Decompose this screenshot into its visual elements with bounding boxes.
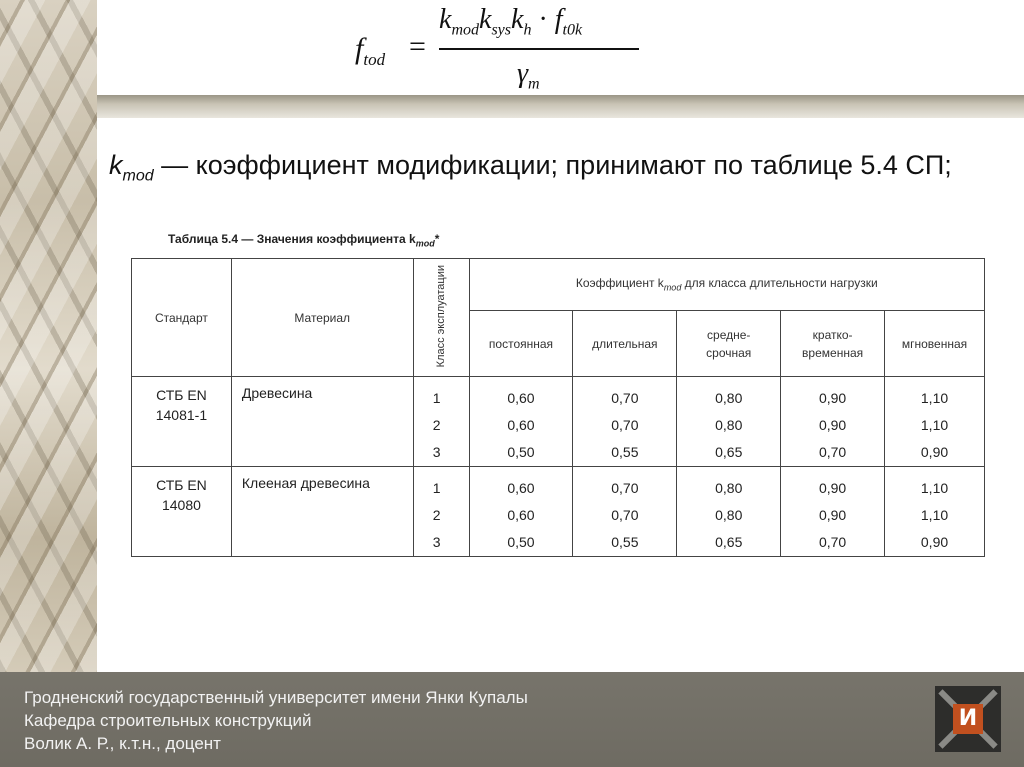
header-duration: средне- срочная [677,311,781,377]
formula-denominator: $\gamma_m$ [517,58,540,93]
cell-value: 1,10 1,10 0,90 [885,467,985,557]
table-row [132,377,985,467]
footer-author: Волик А. Р., к.т.н., доцент [24,734,221,753]
cell-standard: СТБ EN 14080 [132,467,232,557]
cell-value: 0,60 0,60 0,50 [469,377,573,467]
header-coef-group: Коэффициент $k_{mod}$ для класса длительности нагрузки [469,259,984,311]
table-caption: Таблица 5.4 — Значения коэффициента $k_{mod}*$ [168,232,440,249]
table-header-row [132,259,985,311]
cell-value: 0,60 0,60 0,50 [469,467,573,557]
header-divider [97,95,1024,118]
kmod-table [131,258,985,557]
left-decorative-photo [0,0,97,672]
cell-standard: СТБ EN 14081-1 [132,377,232,467]
cell-value: 0,70 0,70 0,55 [573,467,677,557]
table-row [132,467,985,557]
header-service-class: Класс эксплуатации [413,259,469,377]
header-duration: постоянная [469,311,573,377]
cell-classes: 1 2 3 [413,377,469,467]
header-standard: Стандарт [132,259,232,377]
formula-equals: = [409,30,426,63]
cell-value: 0,70 0,70 0,55 [573,377,677,467]
cell-value: 0,90 0,90 0,70 [781,377,885,467]
header-material: Материал [231,259,413,377]
footer-text [24,686,528,755]
formula-fraction-bar [439,48,639,50]
footer-university: Гродненский государственный университет имени Янки Купалы [24,688,528,707]
cell-material: Клееная древесина [231,467,413,557]
cell-value: 0,80 0,80 0,65 [677,377,781,467]
cell-classes: 1 2 3 [413,467,469,557]
footer-bar [0,672,1024,767]
university-logo-icon [935,686,1001,752]
cell-material: Древесина [231,377,413,467]
footer-department: Кафедра строительных конструкций [24,711,312,730]
formula-numerator: $k_{mod}k_{sys}k_h \cdot f_{t0k}$ [439,4,583,39]
kmod-description: $k_{mod}$ — коэффициент модификации; принимают по таблице 5.4 СП; [109,150,952,185]
header-duration: кратко- временная [781,311,885,377]
logo-badge: И [953,704,983,734]
header-duration: мгновенная [885,311,985,377]
header-duration: длительная [573,311,677,377]
formula-lhs: $f_{tod}$ [355,32,386,69]
cell-value: 1,10 1,10 0,90 [885,377,985,467]
cell-value: 0,90 0,90 0,70 [781,467,885,557]
formula-ftod [355,4,655,94]
cell-value: 0,80 0,80 0,65 [677,467,781,557]
